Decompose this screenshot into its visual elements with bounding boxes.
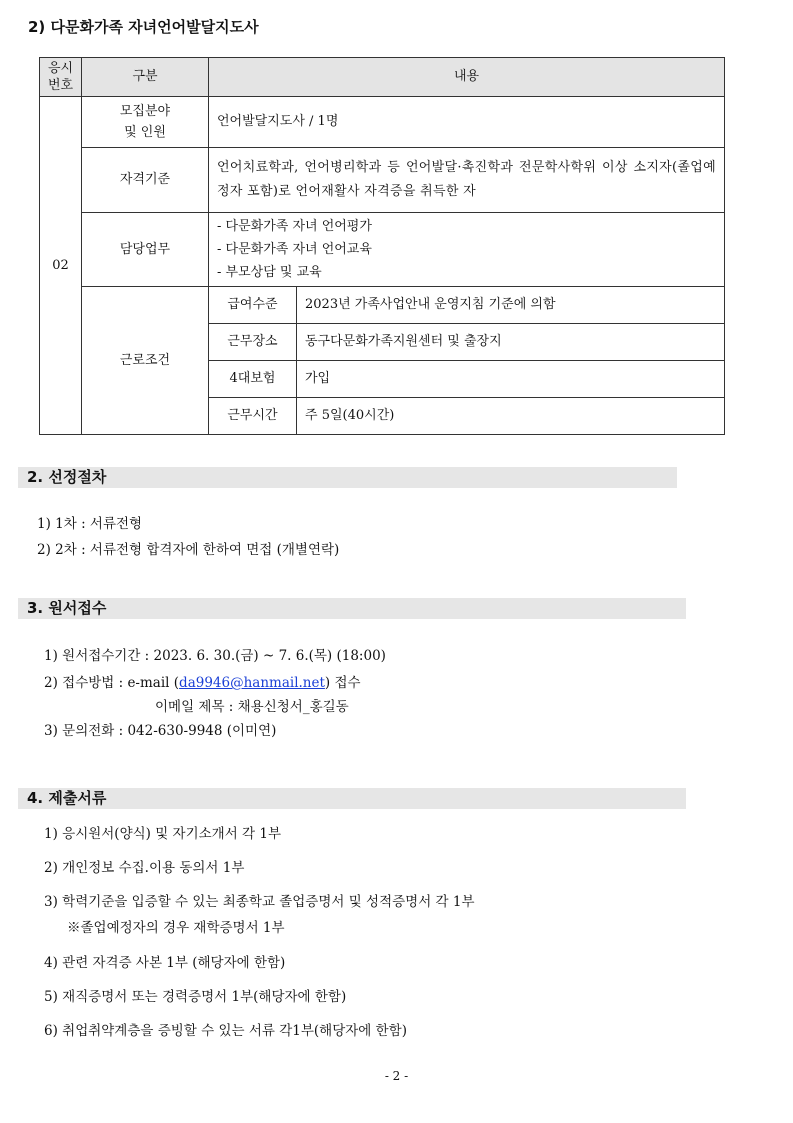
section-title-application: 3. 원서접수 [18,598,686,619]
document-item: 5) 재직증명서 또는 경력증명서 1부(해당자에 한함) [44,989,347,1005]
value-duties [209,213,725,287]
duty-item: - 다문화가족 자녀 언어교육 [217,242,372,257]
condition-key: 근무시간 [209,398,297,435]
subsection-title: 2) 다문화가족 자녀언어발달지도사 [28,18,259,36]
selection-item: 1) 1차 : 서류전형 [37,516,143,532]
condition-key: 급여수준 [209,287,297,324]
duty-item: - 다문화가족 자녀 언어평가 [217,219,372,234]
page-number: - 2 - [384,1069,409,1083]
condition-value: 가입 [297,361,725,398]
contact-phone: 3) 문의전화 : 042-630-9948 (이미연) [44,723,277,739]
section-title-documents: 4. 제출서류 [18,788,686,809]
condition-key: 근무장소 [209,324,297,361]
header-exam-number: 응시 번호 [40,58,82,97]
label-qualification: 자격기준 [82,148,209,213]
section-title-selection: 2. 선정절차 [18,467,677,488]
document-item: 1) 응시원서(양식) 및 자기소개서 각 1부 [44,826,282,842]
method-prefix: 2) 접수방법 : e-mail ( [44,675,180,691]
email-link[interactable]: da9946@hanmail.net [179,675,325,691]
value-recruit: 언어발달지도사 / 1명 [209,97,725,148]
condition-value: 동구다문화가족지원센터 및 출장지 [297,324,725,361]
label-conditions: 근로조건 [82,287,209,435]
condition-key: 4대보험 [209,361,297,398]
label-duties: 담당업무 [82,213,209,287]
job-table [39,57,725,435]
selection-item: 2) 2차 : 서류전형 합격자에 한하여 면접 (개별연락) [37,542,340,558]
email-subject: 이메일 제목 : 채용신청서_홍길동 [155,699,349,715]
document-item: 3) 학력기준을 입증할 수 있는 최종학교 졸업증명서 및 성적증명서 각 1부 [44,894,475,910]
document-item: 2) 개인정보 수집.이용 동의서 1부 [44,860,245,876]
condition-value: 주 5일(40시간) [297,398,725,435]
value-qualification: 언어치료학과, 언어병리학과 등 언어발달·촉진학과 전문학사학위 이상 소지자(졸업예정자 포함)로 언어재활사 자격증을 취득한 자 [209,148,725,213]
label-recruit: 모집분야 및 인원 [82,97,209,148]
condition-value: 2023년 가족사업안내 운영지침 기준에 의함 [297,287,725,324]
method-suffix: ) 접수 [324,675,361,691]
duty-item: - 부모상담 및 교육 [217,265,322,280]
header-content: 내용 [209,58,725,97]
document-note: ※졸업예정자의 경우 재학증명서 1부 [67,920,285,936]
document-item: 4) 관련 자격증 사본 1부 (해당자에 한함) [44,955,286,971]
application-method [44,673,361,693]
header-category: 구분 [82,58,209,97]
exam-number: 02 [40,97,82,435]
document-item: 6) 취업취약계층을 증빙할 수 있는 서류 각1부(해당자에 한함) [44,1023,407,1039]
application-period: 1) 원서접수기간 : 2023. 6. 30.(금) ~ 7. 6.(목) (18:00) [44,648,386,664]
